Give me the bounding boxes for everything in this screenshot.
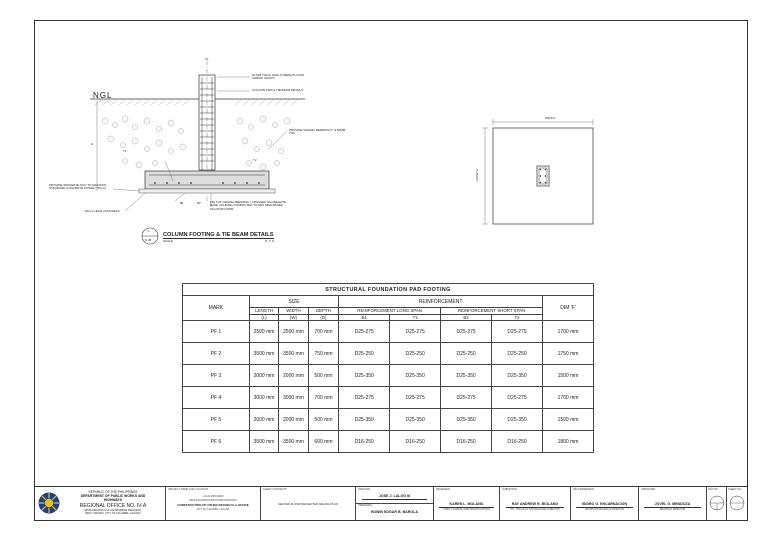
set-no-cell	[707, 487, 727, 520]
cell-depth: 750 mm	[308, 343, 339, 365]
office-address-1: DPWH REGION IV-A CALABARZON REGIONAL	[84, 509, 142, 512]
cell-b2: D25-250	[441, 343, 492, 365]
plan-length-label: LENGTH	[475, 168, 479, 181]
label-b2: B2	[197, 201, 201, 205]
cell-t2: D25-350	[492, 365, 543, 387]
project-line-1: LOCAL PROGRAM	[202, 495, 224, 498]
cell-depth: 700 mm	[308, 387, 339, 409]
header-length-unit: (L)	[249, 314, 278, 321]
header-width: WIDTH	[279, 308, 308, 315]
contents-caption: SHEET CONTENTS	[263, 488, 287, 491]
cell-b2: D25-275	[441, 387, 492, 409]
cell-dim-f: 1800 mm	[542, 431, 593, 453]
cell-width: 3000 mm	[279, 387, 308, 409]
cell-depth: 500 mm	[308, 409, 339, 431]
cell-mark: PF 2	[183, 343, 250, 365]
cell-depth: 500 mm	[308, 365, 339, 387]
cell-dim-f: 1700 mm	[542, 387, 593, 409]
note-spacer: PROVIDE SPACER BLOCK TO MAINTAIN STANDARD CONCRETE COVER (75mm)	[49, 183, 107, 191]
cell-dim-f: 1750 mm	[542, 343, 593, 365]
sheet-no-caption: SHEET NO.	[728, 488, 742, 491]
cell-b1: D25-350	[339, 409, 390, 431]
cell-dim-f: 1500 mm	[542, 365, 593, 387]
footing-plan-view	[465, 106, 605, 236]
approved-caption: APPROVED	[641, 488, 656, 491]
sheet-contents: SECOND FLOOR REFLECTED CEILING PLAN	[278, 502, 338, 506]
submitted-name: RAY ANDREW R. BIOLANO	[511, 502, 559, 506]
project-line-2: REGULAR INFRASTRUCTURE PROGRAM	[189, 499, 237, 502]
submitted-title: OIC, OFFICE OF THE REGIONAL DIRECTOR	[510, 508, 560, 511]
cell-length: 2500 mm	[249, 321, 278, 343]
header-depth: DEPTH	[308, 308, 339, 315]
recommended-title: ASSISTANT REGIONAL DIRECTOR	[584, 508, 625, 511]
label-t2: T2	[253, 158, 257, 162]
detail-sheet-ref: S-05	[145, 238, 152, 242]
cell-mark: PF 5	[183, 409, 250, 431]
table-row	[183, 409, 594, 431]
table-row	[183, 343, 594, 365]
set-no-marker	[709, 495, 725, 511]
cell-b2: D25-350	[441, 409, 492, 431]
reviewed-name: KAREN L. MOLANO	[449, 502, 484, 506]
cell-t1: D25-350	[390, 409, 441, 431]
header-b1: B1	[339, 314, 390, 321]
recommended-name: ISIDRO G. ENCARNACION	[581, 502, 628, 506]
cell-length: 2000 mm	[249, 409, 278, 431]
pad-footing-schedule	[182, 283, 594, 453]
detail-scale-value: N. T. S.	[265, 239, 275, 243]
cell-t2: D25-250	[492, 343, 543, 365]
project-line-3: CONSTRUCTION OF OTHER REGION IV-A OFFICE	[177, 503, 249, 507]
submitted-cell	[500, 487, 571, 520]
project-cell	[166, 487, 261, 520]
note-gravel: PROVIDE GRAVEL BEDDING 5" & 50MM THK.	[289, 128, 346, 136]
cell-mark: PF 6	[183, 431, 250, 453]
cell-width: 2000 mm	[279, 409, 308, 431]
detail-scale-label: SCALE	[163, 239, 173, 243]
approved-cell	[639, 487, 707, 520]
drafted-prepared-cell	[356, 487, 434, 520]
agency-cell	[35, 487, 166, 520]
header-length: LENGTH	[249, 308, 278, 315]
cell-mark: PF 3	[183, 365, 250, 387]
cell-width: 3500 mm	[279, 431, 308, 453]
header-reinforcement: REINFORCEMENT	[339, 296, 543, 308]
header-long-span: REINFORCEMENT LONG SPAN	[339, 308, 441, 315]
regional-office: REGIONAL OFFICE NO. IV-A	[79, 503, 147, 509]
approved-name: JOVEL G. MENDOZA	[654, 502, 691, 506]
cell-b2: D25-275	[441, 321, 492, 343]
cell-t1: D16-250	[390, 431, 441, 453]
drawing-sheet	[34, 20, 748, 521]
cell-b1: D16-250	[339, 431, 390, 453]
prepared-caption: PREPARED	[358, 504, 373, 507]
prepared-name: EDWIN EDGAR B. BAROLA	[371, 510, 418, 514]
label-b1: B1	[180, 201, 184, 205]
cell-width: 3500 mm	[279, 343, 308, 365]
header-width-unit: (W)	[279, 314, 308, 321]
agency-line-1: REPUBLIC OF THE PHILIPPINES	[88, 490, 138, 494]
note-grout: 20 MM THICK HIGH STRENGTH NON SHRINK GROUT	[252, 73, 305, 81]
detail-number: 1	[148, 229, 150, 233]
label-h: H	[91, 142, 94, 146]
note-lean-concrete: 50mm LEAN CONCRETE	[85, 209, 120, 213]
recommended-cell	[571, 487, 639, 520]
cell-t1: D25-275	[390, 387, 441, 409]
recommended-caption: RECOMMENDED	[573, 488, 594, 491]
drafted-name: JOSE J. LALOG III	[378, 494, 411, 498]
header-short-span: REINFORCEMENT SHORT SPAN	[441, 308, 543, 315]
office-address-2: BRGY MAYAPA, CITY OF CALAMBA, LAGUNA	[85, 512, 141, 515]
cell-t2: D25-275	[492, 387, 543, 409]
cell-depth: 700 mm	[308, 321, 339, 343]
detail-title: COLUMN FOOTING & TIE BEAM DETAILS	[163, 232, 274, 238]
cell-width: 2000 mm	[279, 365, 308, 387]
project-line-4: CITY OF CALAMBA, LAGUNA	[196, 508, 230, 511]
dpwh-seal-icon	[38, 492, 60, 514]
cell-b1: D25-275	[339, 387, 390, 409]
cell-mark: PF 4	[183, 387, 250, 409]
header-dim-f: DIM 'F'	[542, 296, 593, 321]
agency-line-3: HIGHWAYS	[103, 498, 123, 502]
cell-b1: D25-350	[339, 365, 390, 387]
reviewed-title: CHIEF, PLANNING AND DESIGN DIVISION	[442, 508, 491, 511]
header-t2: T2	[492, 314, 543, 321]
set-no-caption: SET NO.	[708, 488, 719, 491]
header-b2: B2	[441, 314, 492, 321]
table-row	[183, 321, 594, 343]
cell-t1: D25-350	[390, 365, 441, 387]
cell-b1: D25-250	[339, 343, 390, 365]
header-depth-unit: (D)	[308, 314, 339, 321]
agency-line-2: DEPARTMENT OF PUBLIC WORKS AND	[80, 494, 146, 498]
cell-t2: D25-275	[492, 321, 543, 343]
approved-title: REGIONAL DIRECTOR	[659, 508, 686, 511]
cell-depth: 600 mm	[308, 431, 339, 453]
cell-dim-f: 1700 mm	[542, 321, 593, 343]
cell-mark: PF 1	[183, 321, 250, 343]
sheet-no-cell	[727, 487, 747, 520]
header-t1: T1	[390, 314, 441, 321]
schedule-title: STRUCTURAL FOUNDATION PAD FOOTING	[183, 284, 594, 296]
reviewed-cell	[434, 487, 500, 520]
cl-label: CL	[205, 57, 209, 61]
header-size: SIZE	[249, 296, 338, 308]
cell-b2: D25-350	[441, 365, 492, 387]
cell-length: 2000 mm	[249, 365, 278, 387]
submitted-caption: SUBMITTED	[502, 488, 517, 491]
reviewed-caption: REVIEWED	[436, 488, 450, 491]
table-row	[183, 365, 594, 387]
cell-dim-f: 1500 mm	[542, 409, 593, 431]
cell-b2: D16-250	[441, 431, 492, 453]
ngl-label: NGL	[93, 91, 113, 100]
label-t1: T1	[123, 149, 127, 153]
title-block	[35, 486, 747, 520]
cell-t1: D25-275	[390, 321, 441, 343]
header-mark: MARK	[183, 296, 250, 321]
sheet-contents-cell	[261, 487, 356, 520]
cell-t2: D25-350	[492, 409, 543, 431]
cell-b1: D25-275	[339, 321, 390, 343]
sheet-no-marker	[729, 495, 745, 511]
project-caption: PROJECT NAME AND LOCATION	[168, 488, 209, 491]
cell-width: 2500 mm	[279, 321, 308, 343]
table-row	[183, 387, 594, 409]
note-bedding: 150 THK GRAVEL BEDDING ( CRUSHED AGGREGATE BASE COURSE) COMPACTED TO 95% MDD BASED ON ASTM D1556	[210, 200, 286, 211]
cell-length: 3500 mm	[249, 343, 278, 365]
plan-width-label: WIDTH	[545, 116, 555, 120]
cell-length: 3000 mm	[249, 387, 278, 409]
cell-length: 3500 mm	[249, 431, 278, 453]
drafted-caption: DRAFTED	[358, 488, 371, 491]
cell-t2: D16-250	[492, 431, 543, 453]
table-row	[183, 431, 594, 453]
note-tie: COLUMN TIES & TIE BEAM DETAILS	[252, 88, 304, 92]
cell-t1: D25-250	[390, 343, 441, 365]
